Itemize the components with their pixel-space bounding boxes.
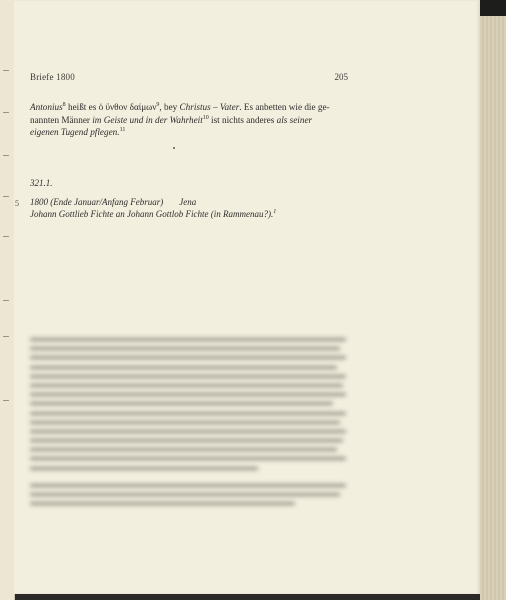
footnote-ref: 10 — [202, 114, 209, 121]
letter-body-text — [30, 101, 350, 139]
letter-date: 1800 (Ende Januar/Anfang Februar) — [30, 197, 164, 207]
footnote-ref: 9 — [156, 101, 160, 108]
letter-date-line — [30, 197, 196, 207]
book-spine-edge — [480, 0, 506, 600]
footnote-ref: 1 — [273, 209, 277, 215]
text-line-1: Antonius$^8$ heißt es ὁ ϋνθον δαίμων$^9$, bey Christus – Vater. Es anbetten wie die ge- — [30, 101, 330, 112]
ink-speck — [173, 147, 175, 149]
running-head: Briefe 1800 — [30, 72, 75, 82]
page-number: 205 — [334, 72, 348, 82]
footnote-ref: 8 — [62, 101, 66, 108]
blurred-footnotes — [30, 338, 346, 511]
text-line-3: eigenen Tugend pflegen.$^{11}$ — [30, 126, 126, 137]
letter-number: 321.1. — [30, 178, 53, 188]
letter-addressee: Johann Gottlieb Fichte an Johann Gottlob Fichte (in Rammenau?).$^1$ — [30, 209, 277, 219]
letter-place: Jena — [179, 197, 197, 207]
facing-page-edge — [0, 0, 15, 600]
footnote-ref: 11 — [119, 126, 126, 133]
margin-line-number: 5 — [15, 199, 19, 208]
book-spine-shadow — [480, 0, 506, 16]
text-line-2: nannten Männer im Geiste und in der Wahrheit$^{10}$ ist nichts anderes als seiner — [30, 114, 313, 125]
